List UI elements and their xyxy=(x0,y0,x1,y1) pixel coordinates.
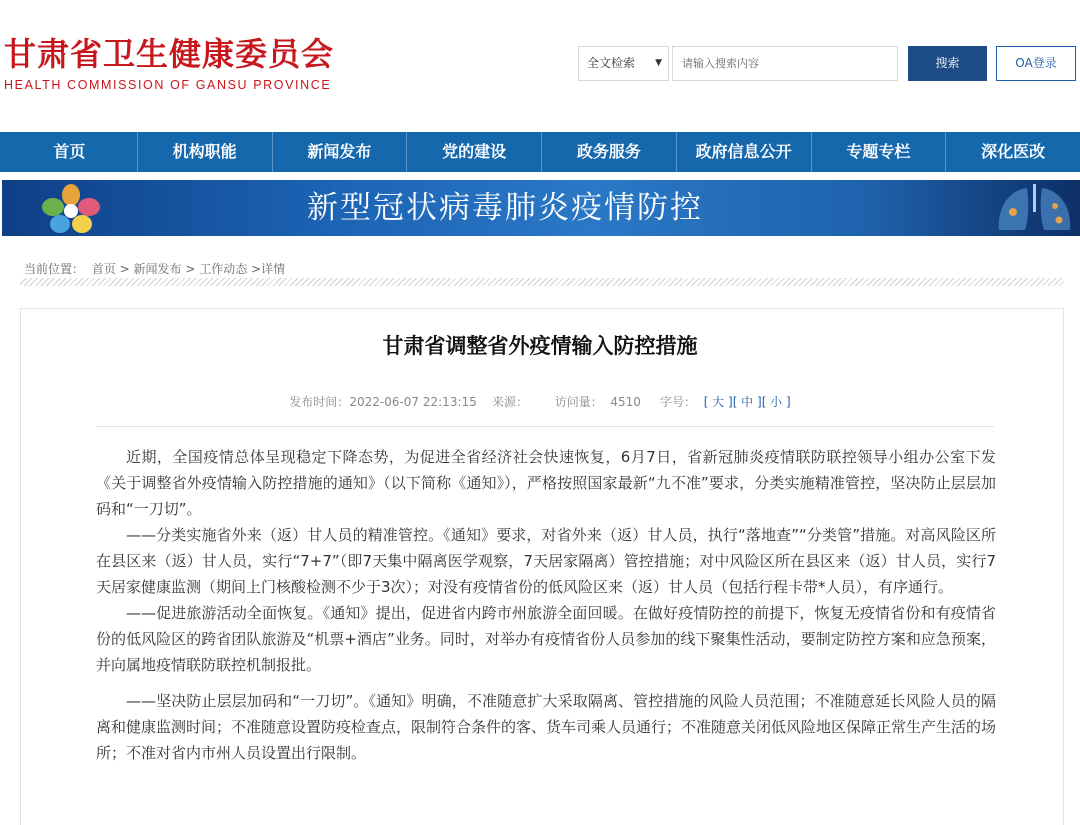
views-count: 4510 xyxy=(610,395,641,409)
nav-item-services[interactable]: 政务服务 xyxy=(541,132,676,172)
publish-time-label: 发布时间： xyxy=(289,395,350,409)
article-paragraph: ——坚决防止层层加码和“一刀切”。《通知》明确，不准随意扩大采取隔离、管控措施的风险人员范围；不准随意延长风险人员的隔离和健康监测时间；不准随意设置防疫检查点，限制符合条件的客、货车司乘人员通行；不准随意关闭低风险地区保障正常生产生活的场所；不准对省内市州人员设置出行限制。 xyxy=(96,692,997,762)
nav-item-reform[interactable]: 深化医改 xyxy=(945,132,1080,172)
nav-item-gov-info[interactable]: 政府信息公开 xyxy=(676,132,811,172)
font-size-large-link[interactable]: [ 大 ] xyxy=(703,395,733,409)
site-logo-title[interactable]: 甘肃省卫生健康委员会 xyxy=(4,35,335,73)
font-size-label: 字号： xyxy=(660,395,697,409)
nav-item-news[interactable]: 新闻发布 xyxy=(272,132,407,172)
main-nav xyxy=(0,132,1080,172)
breadcrumb-path[interactable]: 首页 > 新闻发布 > 工作动态 >详情 xyxy=(91,262,286,276)
search-scope-value: 全文检索 xyxy=(587,56,636,70)
site-logo-subtitle: HEALTH COMMISSION OF GANSU PROVINCE xyxy=(4,78,332,92)
article-paragraph: 近期，全国疫情总体呈现稳定下降态势，为促进全省经济社会快速恢复，6月7日，省新冠肺炎疫情联防联控领导小组办公室下发《关于调整省外疫情输入防控措施的通知》（以下简称《通知》），严格按照国家最新“九不准”要求，分类实施精准管控，坚决防止层层加码和“一刀切”。 xyxy=(96,448,996,518)
flower-logo-icon xyxy=(38,183,104,235)
font-size-medium-link[interactable]: [ 中 ] xyxy=(732,395,762,409)
search-input[interactable] xyxy=(672,46,898,81)
search-button[interactable]: 搜索 xyxy=(908,46,987,81)
source-label: 来源： xyxy=(492,395,529,409)
breadcrumb-label: 当前位置： xyxy=(24,262,85,276)
nav-item-party[interactable]: 党的建设 xyxy=(406,132,541,172)
nav-item-topics[interactable]: 专题专栏 xyxy=(811,132,946,172)
article-paragraph: ——分类实施省外来（返）甘人员的精准管控。《通知》要求，对省外来（返）甘人员，执行“落地查”“分类管”措施。对高风险区所在县区来（返）甘人员，实行“7+7”（即7天集中隔离医学观察，7天居家隔离）管控措施；对中风险区所在县区来（返）甘人员，实行7天居家健康监测（期间上门核酸检测不少于3次）；对没有疫情省份的低风险区来（返）甘人员（包括行程卡带*人员），有序通行。 xyxy=(96,526,996,596)
publish-time: 2022-06-07 22:13:15 xyxy=(349,395,477,409)
site-header xyxy=(0,0,1080,130)
article-meta xyxy=(0,393,1080,410)
lungs-icon xyxy=(987,182,1080,236)
divider xyxy=(96,426,994,427)
breadcrumb xyxy=(24,260,289,277)
nav-item-functions[interactable]: 机构职能 xyxy=(137,132,272,172)
oa-login-button[interactable]: OA登录 xyxy=(996,46,1076,81)
views-label: 访问量： xyxy=(554,395,603,409)
font-size-small-link[interactable]: [ 小 ] xyxy=(761,395,791,409)
chevron-down-icon: ▼ xyxy=(655,58,662,68)
divider xyxy=(20,278,1064,286)
nav-item-home[interactable]: 首页 xyxy=(53,142,86,161)
banner-title: 新型冠状病毒肺炎疫情防控 xyxy=(307,190,703,226)
covid-banner[interactable] xyxy=(2,180,1080,236)
article-body xyxy=(96,444,996,766)
article-title: 甘肃省调整省外疫情输入防控措施 xyxy=(382,334,698,358)
search-scope-select[interactable] xyxy=(578,46,669,81)
article-paragraph: ——促进旅游活动全面恢复。《通知》提出，促进省内跨市州旅游全面回暖。在做好疫情防控的前提下，恢复无疫情省份和有疫情省份的低风险区的跨省团队旅游及“机票+酒店”业务。同时，对举办有疫情省份人员参加的线下聚集性活动，要制定防控方案和应急预案，并向属地疫情联防联控机制报批。 xyxy=(96,604,996,674)
